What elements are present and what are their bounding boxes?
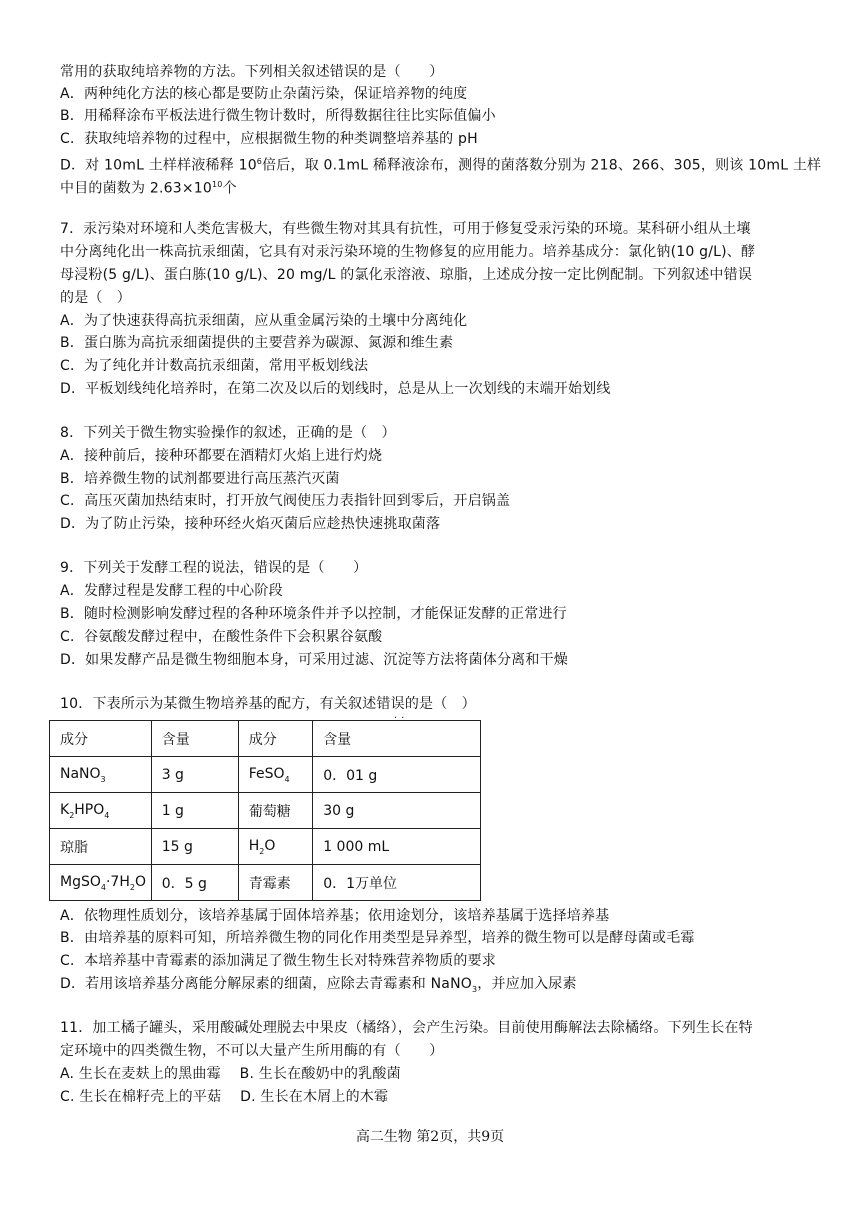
q7-option-c: C．为了纯化并计数高抗汞细菌，常用平板划线法 [60, 358, 369, 374]
q10-option-b: B．由培养基的原料可知，所培养微生物的同化作用类型是异养型，培养的微生物可以是酵母菌或毛霉 [60, 930, 695, 946]
formula-subscript: 4 [104, 810, 110, 820]
q10-option-c: C．本培养基中青霉素的添加满足了微生物生长对特殊营养物质的要求 [60, 953, 496, 969]
q11-stem-2: 定环境中的四类微生物，不可以大量产生所用酶的有（ ） [60, 1043, 444, 1059]
table-header: 成分 [50, 721, 152, 757]
formula-text: O [134, 873, 146, 890]
table-cell: 0．1万单位 [313, 865, 481, 901]
table-header: 含量 [313, 721, 481, 757]
q8-option-b: B．培养微生物的试剂都要进行高压蒸汽灭菌 [60, 471, 340, 487]
formula-text: ·7H [105, 873, 130, 890]
table-row [50, 757, 481, 793]
formula-text: FeSO [248, 765, 285, 782]
formula-subscript: 4 [100, 882, 106, 892]
table-cell: 30 g [313, 793, 481, 829]
formula-text: MgSO [60, 873, 101, 890]
page-footer: 高二生物 第2页，共9页 [355, 1129, 505, 1145]
formula-subscript: 2 [69, 810, 75, 820]
formula-text: O [264, 837, 276, 854]
q6-d-exponent: 6 [256, 157, 263, 166]
q8-stem: 8．下列关于微生物实验操作的叙述，正确的是（ ） [60, 425, 396, 441]
table-header: 成分 [238, 721, 312, 757]
q7-option-d: D．平板划线纯化培养时，在第二次及以后的划线时，总是从上一次划线的末端开始划线 [60, 381, 611, 397]
table-cell [238, 757, 312, 793]
q10-stem: 10．下表所示为某微生物培养基的配方，有关叙述错误的是（ ） [60, 696, 476, 712]
formula-subscript: 4 [284, 774, 290, 784]
q10-option-a: A．依物理性质划分，该培养基属于固体培养基；依用途划分，该培养基属于选择培养基 [60, 908, 610, 924]
q9-option-a: A．发酵过程是发酵工程的中心阶段 [60, 583, 283, 599]
table-cell [50, 757, 152, 793]
table-cell: 15 g [151, 829, 238, 865]
table-cell: 1 000 mL [313, 829, 481, 865]
q8-option-c: C．高压灭菌加热结束时，打开放气阀使压力表指针回到零后，开启锅盖 [60, 493, 511, 509]
formula-text: NaNO [60, 765, 101, 782]
q9-option-c: C．谷氨酸发酵过程中，在酸性条件下会积累谷氨酸 [60, 629, 383, 645]
q7-stem-3: 母浸粉(5 g/L)、蛋白胨(10 g/L)、20 mg/L 的氯化汞溶液、琼脂，上述成分按一定比例配制。下列叙述中错误 [60, 267, 753, 283]
q9-option-b: B．随时检测影响发酵过程的各种环境条件并予以控制，才能保证发酵的正常进行 [60, 606, 567, 622]
q7-option-a: A．为了快速获得高抗汞细菌，应从重金属污染的土壤中分离纯化 [60, 313, 468, 329]
medium-recipe-table [49, 720, 481, 901]
table-row [50, 829, 481, 865]
formula-subscript: 2 [129, 882, 135, 892]
q6-option-d-cont [60, 175, 237, 199]
q6-d-text-2: 倍后，取 0.1mL 稀释液涂布，测得的菌落数分别为 218、266、305，则该 10mL 土样 [262, 157, 822, 174]
q10-d-text-1: D．若用该培养基分离能分解尿素的细菌，应除去青霉素和 NaNO [60, 976, 472, 992]
table-row [50, 865, 481, 901]
q6-d-text-3: 中目的菌数为 2.63×10 [60, 180, 212, 197]
formula-subscript: 3 [100, 774, 106, 784]
q7-stem-4: 的是（ ） [60, 290, 131, 306]
q8-option-a: A．接种前后，接种环都要在酒精灯火焰上进行灼烧 [60, 448, 383, 464]
q6-stem: 常用的获取纯培养物的方法。下列相关叙述错误的是（ ） [60, 64, 444, 80]
q11-options-ab: A. 生长在麦麸上的黑曲霉 B. 生长在酸奶中的乳酸菌 [60, 1066, 401, 1082]
table-header-row [50, 721, 481, 757]
q6-option-d [60, 152, 821, 176]
q6-d-text-4: 个 [222, 180, 237, 197]
q6-option-c: C．获取纯培养物的过程中，应根据微生物的种类调整培养基的 pH [60, 131, 478, 147]
table-cell: 0．5 g [151, 865, 238, 901]
table-cell: 3 g [151, 757, 238, 793]
emphasis-dots: ·· [394, 713, 409, 724]
q7-option-b: B．蛋白胨为高抗汞细菌提供的主要营养为碳源、氮源和维生素 [60, 335, 454, 351]
q6-option-a: A．两种纯化方法的核心都是要防止杂菌污染，保证培养物的纯度 [60, 86, 468, 102]
q11-stem-1: 11．加工橘子罐头，采用酸碱处理脱去中果皮（橘络），会产生污染。目前使用酶解法去除橘络。下列生长在特 [60, 1020, 753, 1036]
q9-option-d: D．如果发酵产品是微生物细胞本身，可采用过滤、沉淀等方法将菌体分离和干燥 [60, 652, 568, 668]
table-cell [50, 865, 152, 901]
table-cell: 葡萄糖 [238, 793, 312, 829]
formula-subscript: 2 [259, 846, 265, 856]
q6-option-b: B．用稀释涂布平板法进行微生物计数时，所得数据往往比实际值偏小 [60, 108, 496, 124]
q10-option-d [60, 974, 577, 1000]
q6-d-exponent-2: 10 [211, 180, 223, 189]
table-cell: 1 g [151, 793, 238, 829]
table-cell [50, 793, 152, 829]
table-header: 含量 [151, 721, 238, 757]
formula-text: K [60, 801, 70, 818]
table-cell: 琼脂 [50, 829, 152, 865]
q7-stem-1: 7．汞污染对环境和人类危害极大，有些微生物对其具有抗性，可用于修复受汞污染的环境。某科研小组从土壤 [60, 221, 751, 237]
table-cell: 0．01 g [313, 757, 481, 793]
q9-stem: 9．下列关于发酵工程的说法，错误的是（ ） [60, 560, 368, 576]
formula-text: HPO [74, 801, 105, 818]
formula-subscript: 3 [471, 984, 478, 994]
q6-d-text-1: D．对 10mL 土样样液稀释 10 [60, 157, 257, 174]
q10-d-text-2: ，并应加入尿素 [477, 976, 577, 992]
table-cell [238, 829, 312, 865]
formula-text: H [248, 837, 260, 854]
table-cell: 青霉素 [238, 865, 312, 901]
q11-options-cd: C. 生长在棉籽壳上的平菇 D. 生长在木屑上的木霉 [60, 1089, 389, 1105]
q8-option-d: D．为了防止污染，接种环经火焰灭菌后应趁热快速挑取菌落 [60, 516, 441, 532]
table-row [50, 793, 481, 829]
q7-stem-2: 中分离纯化出一株高抗汞细菌，它具有对汞污染环境的生物修复的应用能力。培养基成分：氯化钠(10 g/L)、酵 [60, 244, 756, 260]
